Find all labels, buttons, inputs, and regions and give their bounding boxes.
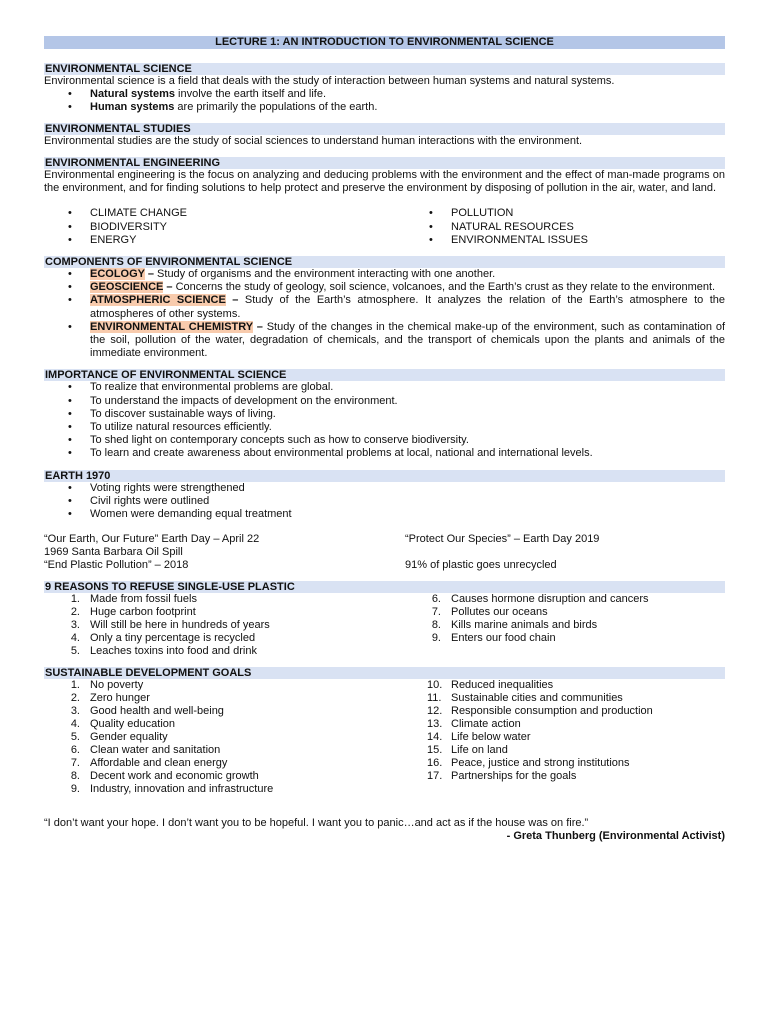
- list-item: [44, 88, 725, 101]
- engineering-topics-right: [405, 207, 725, 247]
- section-heading-environmental-science: ENVIRONMENTAL SCIENCE: [44, 63, 725, 75]
- list-item: • Voting rights were strengthened: [44, 482, 725, 495]
- components-list: [44, 268, 725, 360]
- earth-day-note: “Our Earth, Our Future” Earth Day – April 22: [44, 533, 260, 546]
- list-item: 5. Leaches toxins into food and drink: [70, 645, 257, 658]
- earth-1970-list: [44, 482, 725, 522]
- highlighted-term: ATMOSPHERIC SCIENCE: [90, 294, 226, 307]
- highlighted-term: ENVIRONMENTAL CHEMISTRY: [90, 320, 253, 333]
- environmental-studies-definition: Environmental studies are the study of social sciences to understand human interactions with the environment.: [44, 135, 583, 148]
- engineering-topics-left: [44, 207, 405, 247]
- sdg-goals-right: [405, 679, 725, 783]
- environmental-science-list: [44, 88, 725, 114]
- document-title: LECTURE 1: AN INTRODUCTION TO ENVIRONMENTAL SCIENCE: [44, 36, 725, 49]
- plastic-reasons-left: [44, 593, 405, 658]
- list-item: • CLIMATE CHANGE: [44, 207, 405, 220]
- earth-day-notes: [44, 533, 725, 572]
- list-item: 11. Sustainable cities and communities: [427, 692, 623, 705]
- separator: –: [252, 320, 267, 333]
- highlighted-term: ECOLOGY: [90, 268, 145, 281]
- list-item: 12. Responsible consumption and production: [427, 705, 653, 718]
- list-item: [44, 101, 725, 114]
- separator: –: [225, 294, 245, 307]
- list-item: • Women were demanding equal treatment: [44, 508, 725, 521]
- list-item: • To utilize natural resources efficiently.: [44, 421, 725, 434]
- sdg-goals: [44, 679, 725, 796]
- list-item: • ENERGY: [44, 234, 405, 247]
- list-item: • ENVIRONMENTAL ISSUES: [405, 234, 725, 247]
- list-item: 1. No poverty: [70, 679, 144, 692]
- section-heading-environmental-studies: ENVIRONMENTAL STUDIES: [44, 123, 725, 135]
- list-item: 9. Industry, innovation and infrastructure: [70, 783, 274, 796]
- list-item: • To understand the impacts of development on the environment.: [44, 395, 725, 408]
- list-item: 3. Will still be here in hundreds of years: [70, 619, 270, 632]
- plastic-reasons-right: [405, 593, 725, 645]
- earth-day-note: “End Plastic Pollution” – 2018: [44, 559, 189, 572]
- list-item: [44, 281, 725, 294]
- list-item: 4. Only a tiny percentage is recycled: [70, 632, 256, 645]
- list-item: 1. Made from fossil fuels: [70, 593, 197, 606]
- quote-author: - Greta Thunberg (Environmental Activist): [506, 830, 725, 843]
- list-item: 6. Causes hormone disruption and cancers: [431, 593, 649, 606]
- term: Human systems: [90, 101, 175, 114]
- list-item: • Civil rights were outlined: [44, 495, 725, 508]
- earth-day-note: “Protect Our Species” – Earth Day 2019: [405, 533, 600, 546]
- engineering-topics: [44, 207, 725, 247]
- list-item: 8. Decent work and economic growth: [70, 770, 259, 783]
- list-item: 2. Huge carbon footprint: [70, 606, 196, 619]
- earth-day-note: 1969 Santa Barbara Oil Spill: [44, 546, 183, 559]
- list-item: 2. Zero hunger: [70, 692, 150, 705]
- importance-list: [44, 381, 725, 460]
- list-item: 15. Life on land: [427, 744, 508, 757]
- list-item: 17. Partnerships for the goals: [427, 770, 577, 783]
- earth-day-note: 91% of plastic goes unrecycled: [405, 559, 557, 572]
- list-item: • POLLUTION: [405, 207, 725, 220]
- list-item: [44, 321, 725, 361]
- list-item: 4. Quality education: [70, 718, 175, 731]
- section-heading-sdg: SUSTAINABLE DEVELOPMENT GOALS: [44, 667, 725, 679]
- quote-text: “I don’t want your hope. I don’t want you to be hopeful. I want you to panic…and act as if the house was on fire.”: [44, 817, 589, 830]
- list-item: • To shed light on contemporary concepts such as how to conserve biodiversity.: [44, 434, 725, 447]
- separator: –: [163, 281, 176, 294]
- section-heading-environmental-engineering: ENVIRONMENTAL ENGINEERING: [44, 157, 725, 169]
- section-heading-components: COMPONENTS OF ENVIRONMENTAL SCIENCE: [44, 256, 725, 268]
- list-item: 16. Peace, justice and strong institutions: [427, 757, 630, 770]
- list-item: [44, 294, 725, 320]
- sdg-goals-left: [44, 679, 405, 796]
- list-item: 10. Reduced inequalities: [427, 679, 554, 692]
- list-item: 5. Gender equality: [70, 731, 168, 744]
- list-item: 7. Pollutes our oceans: [431, 606, 548, 619]
- term-description: are primarily the populations of the earth.: [174, 101, 378, 114]
- separator: –: [144, 268, 158, 281]
- section-heading-importance: IMPORTANCE OF ENVIRONMENTAL SCIENCE: [44, 369, 725, 381]
- plastic-reasons: [44, 593, 725, 658]
- list-item: 6. Clean water and sanitation: [70, 744, 221, 757]
- list-item: 14. Life below water: [427, 731, 531, 744]
- term-description: involve the earth itself and life.: [175, 88, 327, 100]
- list-item: 9. Enters our food chain: [431, 632, 556, 645]
- list-item: • To discover sustainable ways of living.: [44, 408, 725, 421]
- list-item: • NATURAL RESOURCES: [405, 221, 725, 234]
- section-heading-plastic-reasons: 9 REASONS TO REFUSE SINGLE-USE PLASTIC: [44, 581, 725, 593]
- term-description: Study of the Earth’s atmosphere. It analyzes the relation of the Earth’s atmosphere to the atmospheres of other systems.: [90, 294, 726, 320]
- list-item: 3. Good health and well-being: [70, 705, 224, 718]
- list-item: 13. Climate action: [427, 718, 521, 731]
- list-item: • BIODIVERSITY: [44, 221, 405, 234]
- term: Natural systems: [90, 88, 175, 100]
- highlighted-term: GEOSCIENCE: [90, 281, 164, 294]
- earth-day-note-blank: [405, 546, 725, 559]
- document-page: [44, 36, 725, 843]
- list-item: 7. Affordable and clean energy: [70, 757, 228, 770]
- environmental-engineering-definition: Environmental engineering is the focus on analyzing and deducing problems with the environment and the effect of man-made programs on the environment, and for finding solutions to help protect and preserve the environment by disposing of pollution in the air, water, and land.: [44, 169, 725, 195]
- environmental-science-definition: Environmental science is a field that deals with the study of interaction between human systems and natural systems.: [44, 75, 615, 87]
- section-heading-earth-1970: EARTH 1970: [44, 470, 725, 482]
- list-item: • To learn and create awareness about environmental problems at local, national and international levels.: [44, 447, 725, 460]
- term-description: Concerns the study of geology, soil science, volcanoes, and the Earth’s crust as they relate to the environment.: [175, 281, 716, 294]
- term-description: Study of the changes in the chemical make-up of the environment, such as contamination of the soil, pollution of the water, degradation of chemicals, and the transport of chemicals upon the plants and animals of the immediate environment.: [90, 320, 725, 360]
- term-description: Study of organisms and the environment interacting with one another.: [157, 268, 496, 281]
- list-item: 8. Kills marine animals and birds: [431, 619, 598, 632]
- list-item: • To realize that environmental problems are global.: [44, 381, 725, 394]
- list-item: [44, 268, 725, 281]
